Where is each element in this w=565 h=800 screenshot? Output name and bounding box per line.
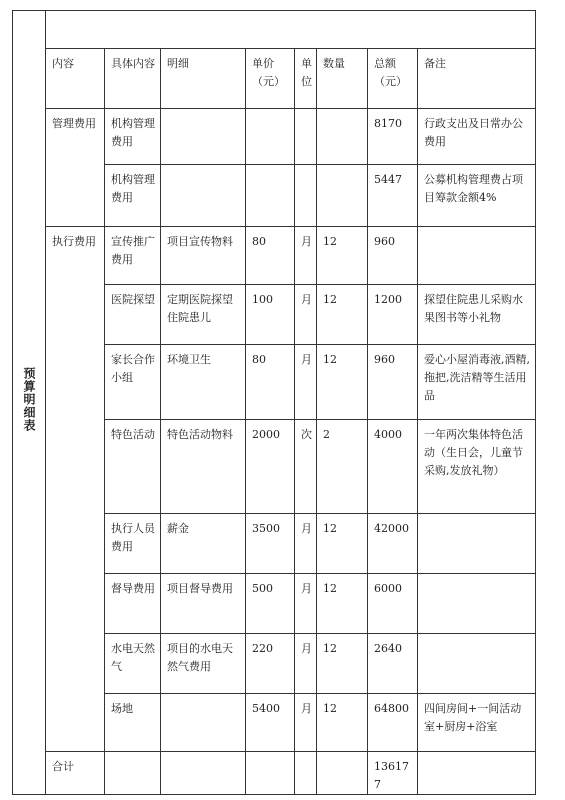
summary-empty-cell [161, 752, 246, 795]
item-cell: 特色活动 [105, 420, 161, 514]
price-cell: 80 [246, 345, 295, 420]
detail-cell: 项目督导费用 [161, 574, 246, 634]
summary-empty-cell [246, 752, 295, 795]
price-cell: 100 [246, 285, 295, 345]
total-cell: 4000 [368, 420, 418, 514]
summary-total: 136177 [368, 752, 418, 795]
qty-cell: 2 [317, 420, 368, 514]
price-cell: 500 [246, 574, 295, 634]
note-cell [418, 574, 536, 634]
detail-cell: 特色活动物料 [161, 420, 246, 514]
category-cell: 执行费用 [46, 227, 105, 752]
note-cell [418, 634, 536, 694]
section-label-cell [13, 11, 46, 795]
total-cell: 8170 [368, 109, 418, 165]
header-price: 单价（元） [246, 49, 295, 109]
budget-table [12, 10, 536, 795]
detail-cell: 项目宣传物料 [161, 227, 246, 285]
item-cell: 宣传推广费用 [105, 227, 161, 285]
detail-cell: 环境卫生 [161, 345, 246, 420]
header-row [13, 49, 536, 109]
detail-cell: 项目的水电天然气费用 [161, 634, 246, 694]
unit-cell: 次 [295, 420, 317, 514]
note-cell [418, 227, 536, 285]
item-cell: 机构管理费用 [105, 109, 161, 165]
unit-cell: 月 [295, 227, 317, 285]
blank-top-cell [46, 11, 536, 49]
total-cell: 64800 [368, 694, 418, 752]
price-cell: 220 [246, 634, 295, 694]
table-row [13, 227, 536, 285]
unit-cell: 月 [295, 634, 317, 694]
summary-label: 合计 [46, 752, 105, 795]
item-cell: 执行人员费用 [105, 514, 161, 574]
unit-cell: 月 [295, 694, 317, 752]
summary-row [13, 752, 536, 795]
qty-cell [317, 165, 368, 227]
header-detail: 明细 [161, 49, 246, 109]
price-cell: 3500 [246, 514, 295, 574]
note-cell: 爱心小屋消毒液,酒精,拖把,洗洁精等生活用品 [418, 345, 536, 420]
header-qty: 数量 [317, 49, 368, 109]
detail-cell [161, 109, 246, 165]
price-cell [246, 165, 295, 227]
qty-cell: 12 [317, 227, 368, 285]
summary-empty-cell [295, 752, 317, 795]
total-cell: 1200 [368, 285, 418, 345]
blank-top-row [13, 11, 536, 49]
item-cell: 场地 [105, 694, 161, 752]
table-row [13, 109, 536, 165]
summary-empty-cell [317, 752, 368, 795]
total-cell: 6000 [368, 574, 418, 634]
header-note: 备注 [418, 49, 536, 109]
category-cell: 管理费用 [46, 109, 105, 227]
item-cell: 水电天然气 [105, 634, 161, 694]
qty-cell: 12 [317, 634, 368, 694]
qty-cell: 12 [317, 345, 368, 420]
item-cell: 机构管理费用 [105, 165, 161, 227]
price-cell: 2000 [246, 420, 295, 514]
total-cell: 5447 [368, 165, 418, 227]
item-cell: 医院探望 [105, 285, 161, 345]
header-unit: 单位 [295, 49, 317, 109]
summary-empty-cell [418, 752, 536, 795]
note-cell: 公募机构管理费占项目筹款金额4% [418, 165, 536, 227]
note-cell [418, 514, 536, 574]
unit-cell: 月 [295, 345, 317, 420]
total-cell: 42000 [368, 514, 418, 574]
price-cell [246, 109, 295, 165]
header-item: 具体内容 [105, 49, 161, 109]
item-cell: 督导费用 [105, 574, 161, 634]
unit-cell: 月 [295, 574, 317, 634]
detail-cell: 薪金 [161, 514, 246, 574]
unit-cell: 月 [295, 285, 317, 345]
section-label: 预算明细表 [22, 367, 36, 432]
unit-cell [295, 109, 317, 165]
note-cell: 四间房间+一间活动室+厨房+浴室 [418, 694, 536, 752]
qty-cell: 12 [317, 285, 368, 345]
note-cell: 一年两次集体特色活动（生日会，儿童节采购,发放礼物） [418, 420, 536, 514]
note-cell: 探望住院患儿采购水果图书等小礼物 [418, 285, 536, 345]
qty-cell: 12 [317, 574, 368, 634]
detail-cell [161, 694, 246, 752]
unit-cell: 月 [295, 514, 317, 574]
detail-cell: 定期医院探望住院患儿 [161, 285, 246, 345]
header-category: 内容 [46, 49, 105, 109]
price-cell: 5400 [246, 694, 295, 752]
note-cell: 行政支出及日常办公费用 [418, 109, 536, 165]
total-cell: 2640 [368, 634, 418, 694]
price-cell: 80 [246, 227, 295, 285]
qty-cell: 12 [317, 694, 368, 752]
header-total: 总额（元） [368, 49, 418, 109]
summary-empty-cell [105, 752, 161, 795]
qty-cell [317, 109, 368, 165]
detail-cell [161, 165, 246, 227]
total-cell: 960 [368, 227, 418, 285]
qty-cell: 12 [317, 514, 368, 574]
unit-cell [295, 165, 317, 227]
total-cell: 960 [368, 345, 418, 420]
item-cell: 家长合作小组 [105, 345, 161, 420]
